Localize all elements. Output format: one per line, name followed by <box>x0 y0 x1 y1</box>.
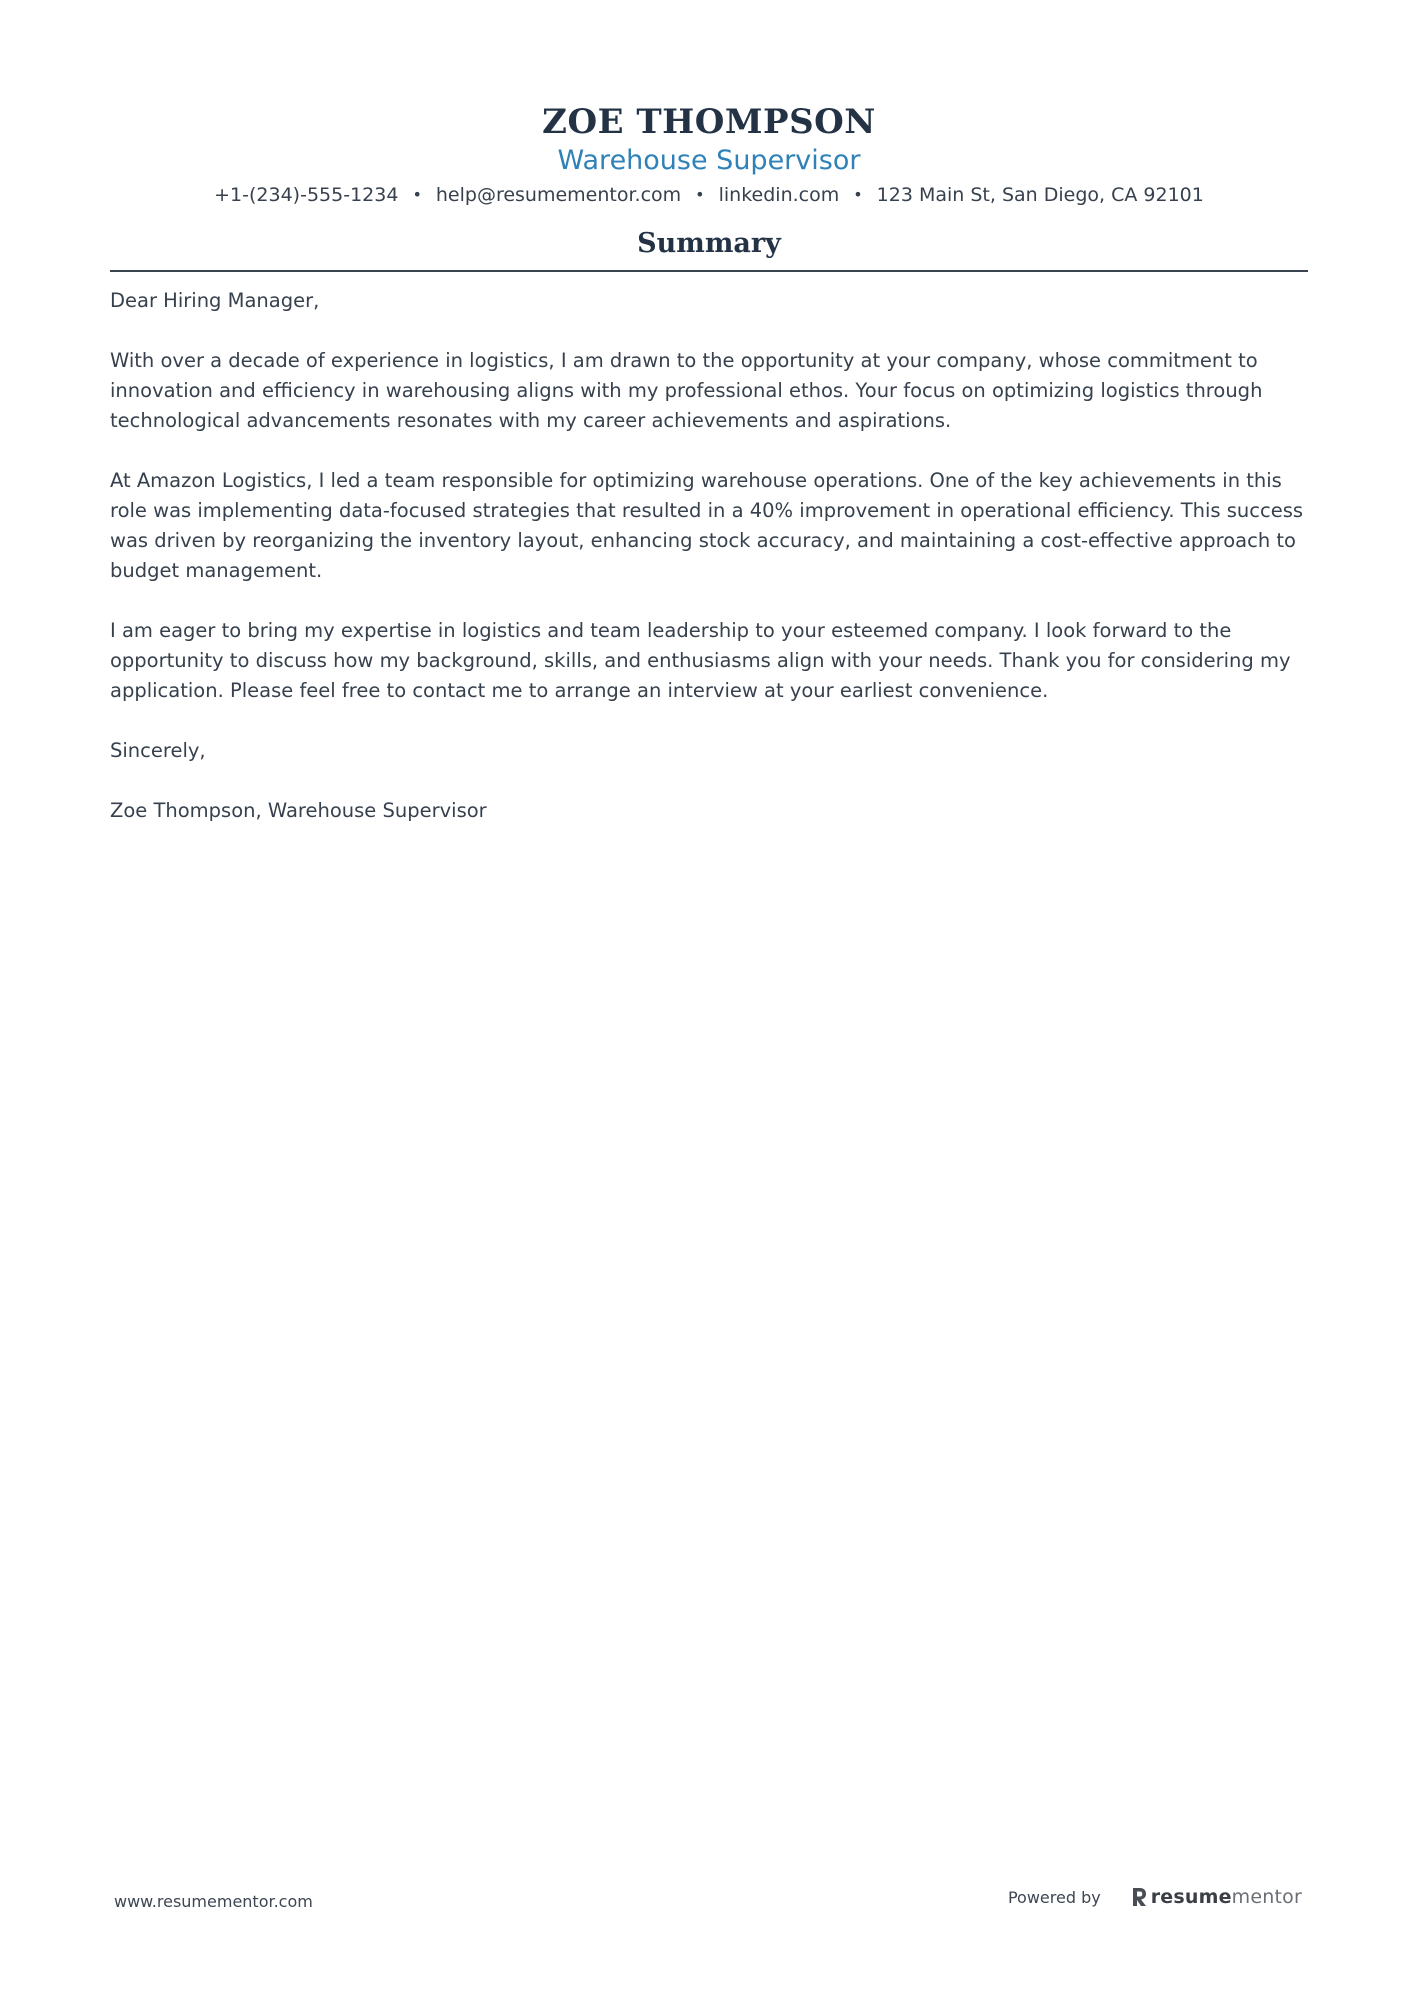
contact-phone: +1-(234)-555-1234 <box>214 184 399 206</box>
contact-email: help@resumementor.com <box>435 184 682 206</box>
brand-wordmark-light: mentor <box>1231 1886 1302 1908</box>
contact-line <box>110 182 1308 208</box>
letter-paragraph: With over a decade of experience in logistics, I am drawn to the opportunity at your company, whose commitment to innovation and efficiency in warehousing aligns with my professional ethos. Your focus on optimizing logistics through technological advancements resonates with my career achievements and aspirations. <box>110 349 1263 432</box>
contact-separator: • <box>853 185 863 204</box>
section-title-summary: Summary <box>637 228 781 259</box>
section-divider <box>110 270 1308 272</box>
letter-paragraph: I am eager to bring my expertise in logistics and team leadership to your esteemed company. I look forward to the opportunity to discuss how my background, skills, and enthusiasms align with your needs. Thank you for considering my application. Please feel free to contact me to arrange an interview at your earliest convenience. <box>110 619 1291 702</box>
letter-paragraph: At Amazon Logistics, I led a team responsible for optimizing warehouse operations. One of the key achievements in this role was implementing data-focused strategies that resulted in a 40% improvement in operational efficiency. This success was driven by reorganizing the inventory layout, enhancing stock accuracy, and maintaining a cost-effective approach to budget management. <box>110 469 1304 582</box>
letter-signature: Zoe Thompson, Warehouse Supervisor <box>110 799 487 822</box>
contact-separator: • <box>695 185 705 204</box>
footer-website: www.resumementor.com <box>114 1892 313 1911</box>
brand-wordmark-bold: resume <box>1150 1886 1232 1908</box>
contact-separator: • <box>412 185 422 204</box>
brand-logo <box>1131 1886 1302 1908</box>
letter-closing: Sincerely, <box>110 739 206 762</box>
resume-header <box>110 100 1308 208</box>
footer-branding <box>1008 1886 1302 1908</box>
brand-wordmark <box>1151 1886 1302 1908</box>
candidate-title: Warehouse Supervisor <box>557 145 861 176</box>
letter-body <box>110 286 1308 856</box>
candidate-name: ZOE THOMPSON <box>542 102 876 142</box>
letter-salutation: Dear Hiring Manager, <box>110 289 320 312</box>
powered-by-label: Powered by <box>1007 1887 1101 1907</box>
contact-address: 123 Main St, San Diego, CA 92101 <box>876 184 1204 206</box>
resumementor-logo-icon <box>1131 1886 1147 1908</box>
contact-linkedin: linkedin.com <box>718 184 840 206</box>
